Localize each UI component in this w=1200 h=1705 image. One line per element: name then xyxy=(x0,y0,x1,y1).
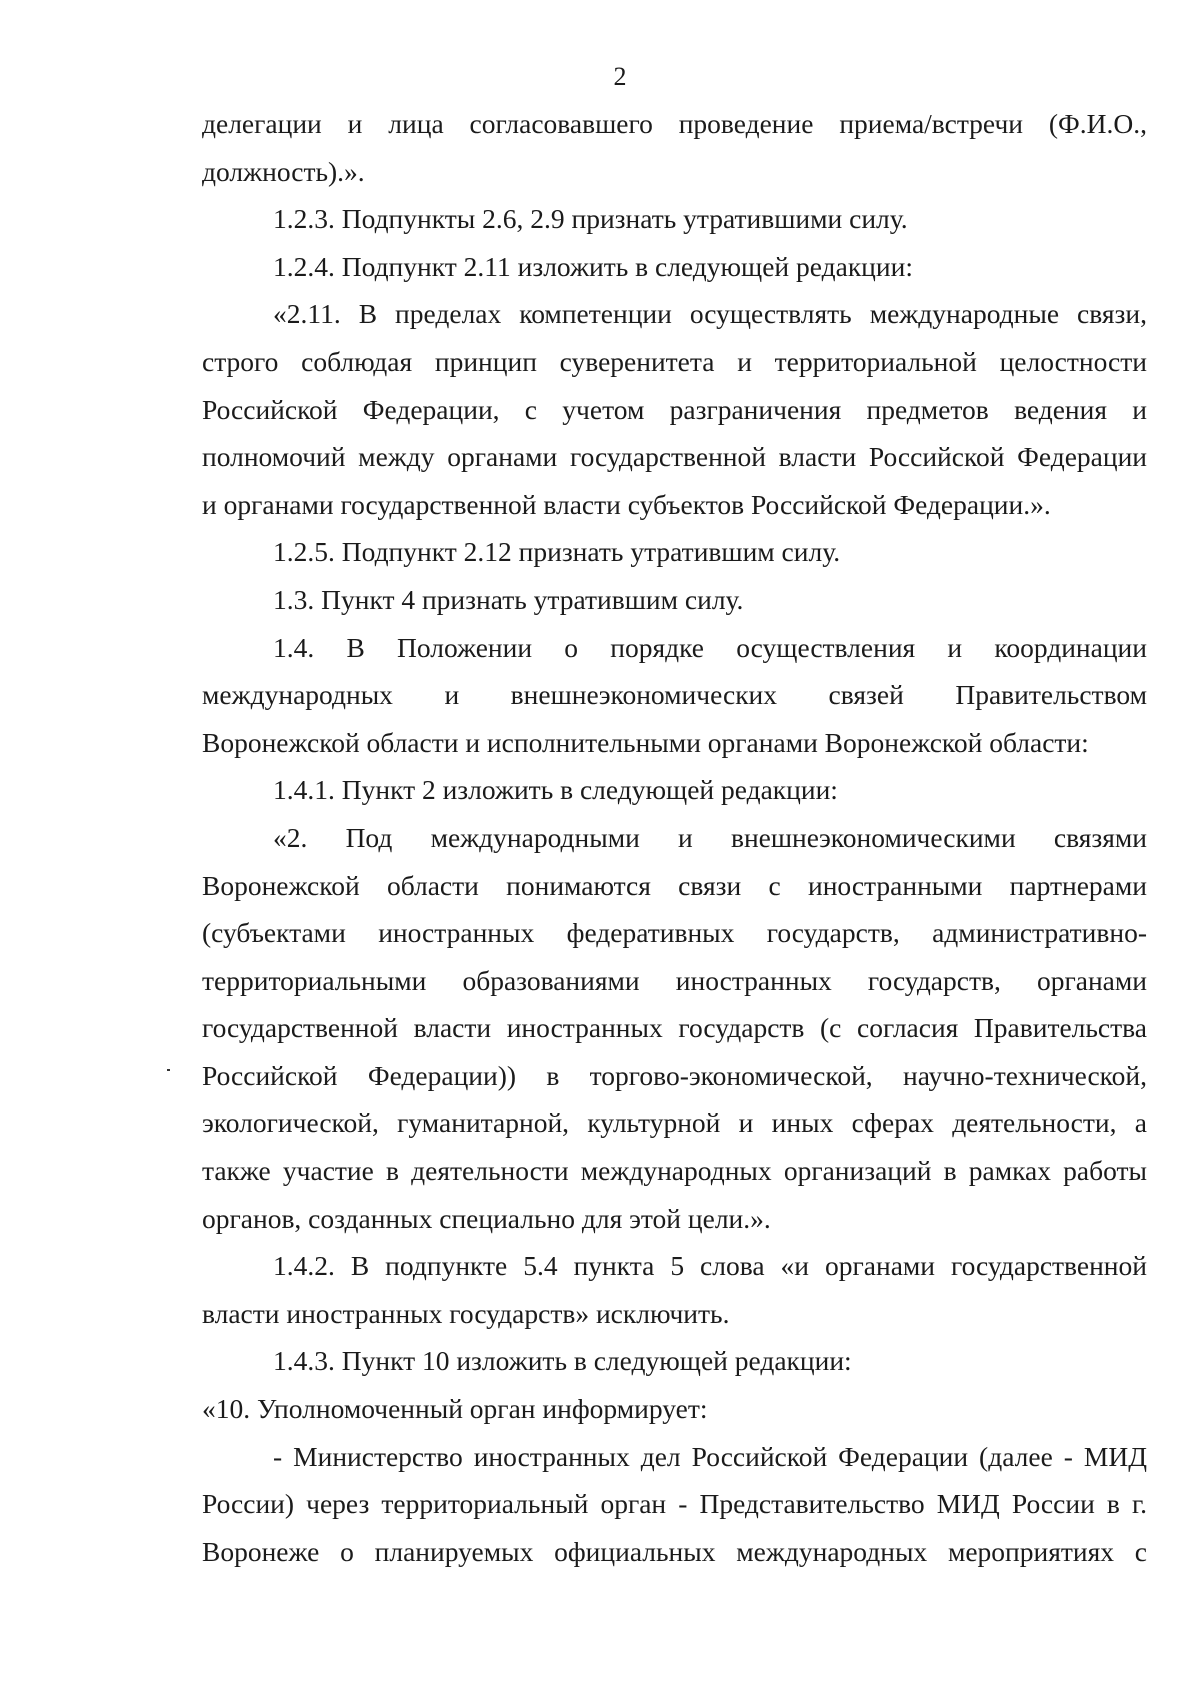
text-line: - Министерство иностранных дел Российской Федерации (далее - МИД xyxy=(273,1440,1147,1472)
text-line: строго соблюдая принцип суверенитета и территориальной целостности xyxy=(202,345,1147,377)
text-line: Российской Федерации, с учетом разграничения предметов ведения и xyxy=(202,393,1147,425)
text-line: Воронеже о планируемых официальных международных мероприятиях с xyxy=(202,1535,1147,1567)
text-line: Российской Федерации)) в торгово-экономической, научно-технической, xyxy=(202,1059,1147,1091)
text-line: «10. Уполномоченный орган информирует: xyxy=(202,1393,708,1425)
text-line: 1.4. В Положении о порядке осуществления и координации xyxy=(273,631,1147,663)
text-line: органов, созданных специально для этой цели.». xyxy=(202,1202,771,1234)
text-line: полномочий между органами государственной власти Российской Федерации xyxy=(202,441,1147,473)
document-body xyxy=(202,100,1147,1575)
text-line: 1.4.2. В подпункте 5.4 пункта 5 слова «и органами государственной xyxy=(273,1250,1147,1282)
text-line: Воронежской области понимаются связи с иностранными партнерами xyxy=(202,869,1147,901)
text-line: должность).». xyxy=(202,155,365,187)
text-line: и органами государственной власти субъектов Российской Федерации.». xyxy=(202,488,1051,520)
text-line: России) через территориальный орган - Представительство МИД России в г. xyxy=(202,1488,1147,1520)
text-line: Воронежской области и исполнительными органами Воронежской области: xyxy=(202,726,1089,758)
text-line: «2. Под международными и внешнеэкономическими связями xyxy=(273,821,1147,853)
text-line: 1.2.3. Подпункты 2.6, 2.9 признать утратившими силу. xyxy=(273,203,908,235)
text-line: делегации и лица согласовавшего проведение приема/встречи (Ф.И.О., xyxy=(202,108,1147,139)
text-line: власти иностранных государств» исключить. xyxy=(202,1297,730,1329)
text-line: (субъектами иностранных федеративных государств, административно- xyxy=(202,917,1147,949)
page-number: 2 xyxy=(613,62,627,91)
text-line: государственной власти иностранных государств (с согласия Правительства xyxy=(202,1012,1147,1044)
text-line: 1.3. Пункт 4 признать утратившим силу. xyxy=(273,583,744,615)
text-line: 1.4.1. Пункт 2 изложить в следующей редакции: xyxy=(273,774,838,806)
text-line: 1.2.4. Подпункт 2.11 изложить в следующей редакции: xyxy=(273,250,913,282)
text-line: территориальными образованиями иностранных государств, органами xyxy=(202,964,1147,996)
text-line: 1.4.3. Пункт 10 изложить в следующей редакции: xyxy=(273,1345,852,1377)
text-line: экологической, гуманитарной, культурной и иных сферах деятельности, а xyxy=(202,1107,1147,1139)
text-line: «2.11. В пределах компетенции осуществлять международные связи, xyxy=(273,298,1147,330)
text-line: также участие в деятельности международных организаций в рамках работы xyxy=(202,1155,1147,1187)
text-line: международных и внешнеэкономических связей Правительством xyxy=(202,679,1147,711)
scan-speck xyxy=(167,1069,170,1071)
text-line: 1.2.5. Подпункт 2.12 признать утратившим силу. xyxy=(273,536,841,568)
